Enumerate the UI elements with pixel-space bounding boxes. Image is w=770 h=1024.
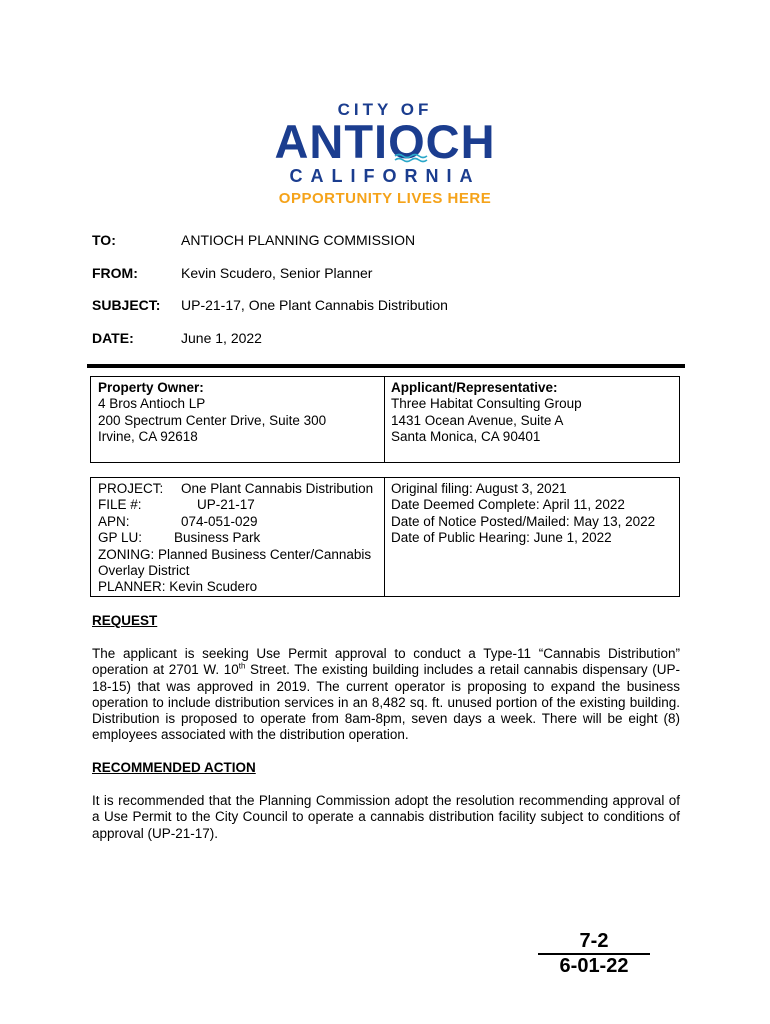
date-item: Date of Public Hearing: June 1, 2022: [391, 530, 612, 546]
applicant-line: 1431 Ocean Avenue, Suite A: [391, 412, 564, 428]
request-text-end: Street. The existing building includes a retail cannabis dispensary (UP-18-15) that was approved in 2019. The current operator is proposing to expand the business operation to include distribution services in an 8,482 sq. ft. unused portion of the existing building. Distribution is proposed to operate from 8am-8pm, seven days a week. There will be eight (8) employees associated with the distribution operation.: [92, 662, 680, 743]
date-item: Date Deemed Complete: April 11, 2022: [391, 497, 625, 513]
from-value: Kevin Scudero, Senior Planner: [181, 265, 373, 281]
gplu-row: [98, 530, 383, 546]
logo-name: ANTIOCH: [274, 115, 496, 168]
page-number-top: 7-2: [579, 930, 609, 952]
file-row: [98, 497, 383, 513]
file-value: UP-21-17: [197, 497, 255, 513]
date-item: Original filing: August 3, 2021: [391, 481, 567, 496]
gplu-label: GP LU:: [98, 530, 143, 546]
apn-row: [98, 514, 383, 530]
owner-line: 200 Spectrum Center Drive, Suite 300: [98, 412, 327, 428]
project-value: One Plant Cannabis Distribution: [181, 481, 374, 496]
applicant-line: Santa Monica, CA 90401: [391, 429, 541, 445]
zoning-line: ZONING: Planned Business Center/Cannabis: [98, 546, 372, 562]
logo-state: CALIFORNIA: [289, 166, 481, 186]
box-divider: [384, 478, 385, 596]
logo-tagline: OPPORTUNITY LIVES HERE: [278, 190, 492, 207]
date-item: Date of Notice Posted/Mailed: May 13, 2022: [391, 513, 656, 529]
dates-column: [391, 481, 655, 596]
gplu-value: Business Park: [174, 530, 261, 546]
city-logo: [262, 100, 508, 212]
owner-line: Irvine, CA 92618: [98, 429, 198, 445]
to-label: TO:: [92, 232, 116, 248]
recommended-heading: RECOMMENDED ACTION: [92, 760, 256, 775]
subject-label: SUBJECT:: [92, 297, 161, 313]
applicant-heading: Applicant/Representative:: [391, 380, 558, 395]
recommended-paragraph: It is recommended that the Planning Commission adopt the resolution recommending approval of a Use Permit to the City Council to operate a cannabis distribution facility subject to conditions of approval (UP-21-17).: [92, 793, 680, 841]
owner-line: 4 Bros Antioch LP: [98, 396, 206, 412]
date-value: June 1, 2022: [181, 330, 262, 346]
owner-heading: Property Owner:: [98, 380, 204, 395]
box-divider: [384, 377, 385, 462]
request-heading: REQUEST: [92, 613, 158, 628]
project-label: PROJECT:: [98, 481, 164, 496]
wave-icon: [394, 152, 428, 164]
zoning-line: Overlay District: [98, 563, 190, 579]
file-label: FILE #:: [98, 497, 142, 513]
page-number-bottom: 6-01-22: [559, 955, 629, 977]
request-sup: th: [238, 661, 246, 671]
apn-label: APN:: [98, 513, 130, 529]
owner-column: [98, 380, 326, 462]
project-row: [98, 481, 383, 497]
apn-value: 074-051-029: [181, 513, 258, 529]
from-label: FROM:: [92, 265, 138, 281]
project-info-box: [90, 477, 680, 597]
planner-line: PLANNER: Kevin Scudero: [98, 579, 258, 595]
date-label: DATE:: [92, 330, 134, 346]
applicant-line: Three Habitat Consulting Group: [391, 396, 582, 412]
request-paragraph: [92, 646, 680, 744]
applicant-column: [391, 380, 582, 462]
project-column: [98, 481, 383, 596]
request-text-start: The applicant is seeking Use Permit approval to conduct a Type-11 “Cannabis Distribution” operation at 2701 W. 10: [92, 646, 680, 678]
to-value: ANTIOCH PLANNING COMMISSION: [181, 232, 416, 248]
header-divider: [87, 364, 685, 368]
logo-city-of: CITY OF: [337, 100, 433, 119]
subject-value: UP-21-17, One Plant Cannabis Distribution: [181, 297, 448, 313]
owner-applicant-box: [90, 376, 680, 463]
